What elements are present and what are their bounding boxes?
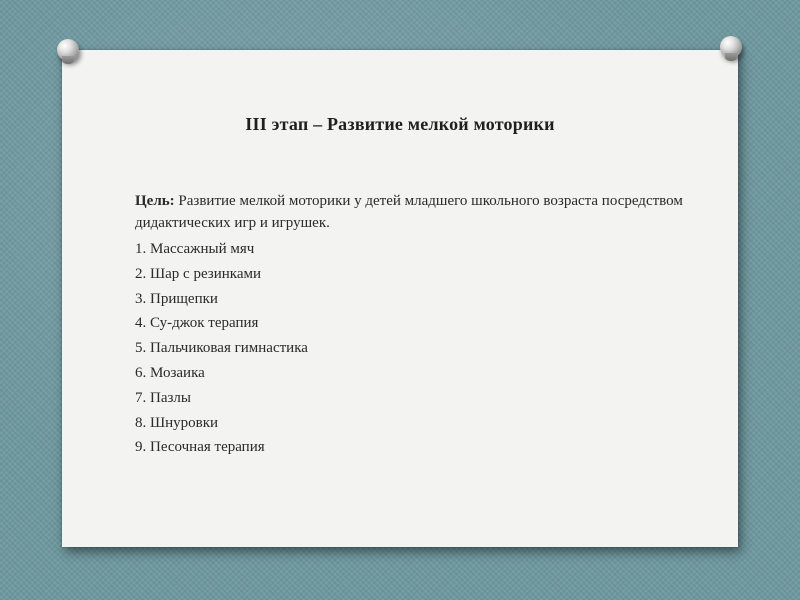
slide-title: III этап – Развитие мелкой моторики — [245, 114, 555, 134]
slide-paper — [62, 50, 738, 547]
list-item: 8. Шнуровки — [135, 414, 219, 431]
list-item: 7. Пазлы — [135, 389, 191, 406]
list-item: 1. Массажный мяч — [135, 241, 255, 257]
pushpin-icon — [57, 39, 79, 61]
pushpin-icon — [720, 36, 742, 58]
goal-text: Развитие мелкой моторики у детей младшего школьного возраста посредством дидактических игр и игрушек. — [135, 193, 683, 231]
slide-content — [135, 190, 695, 460]
goal-label: Цель: — [135, 193, 175, 209]
list-item: 9. Песочная терапия — [135, 439, 265, 456]
list-item: 4. Су-джок терапия — [135, 315, 259, 332]
goal-paragraph — [135, 190, 695, 234]
list-item: 6. Мозаика — [135, 364, 205, 381]
list-item: 2. Шар с резинками — [135, 265, 262, 282]
list-item: 3. Прищепки — [135, 290, 218, 307]
activity-list — [135, 237, 695, 460]
list-item: 5. Пальчиковая гимнастика — [135, 340, 308, 357]
